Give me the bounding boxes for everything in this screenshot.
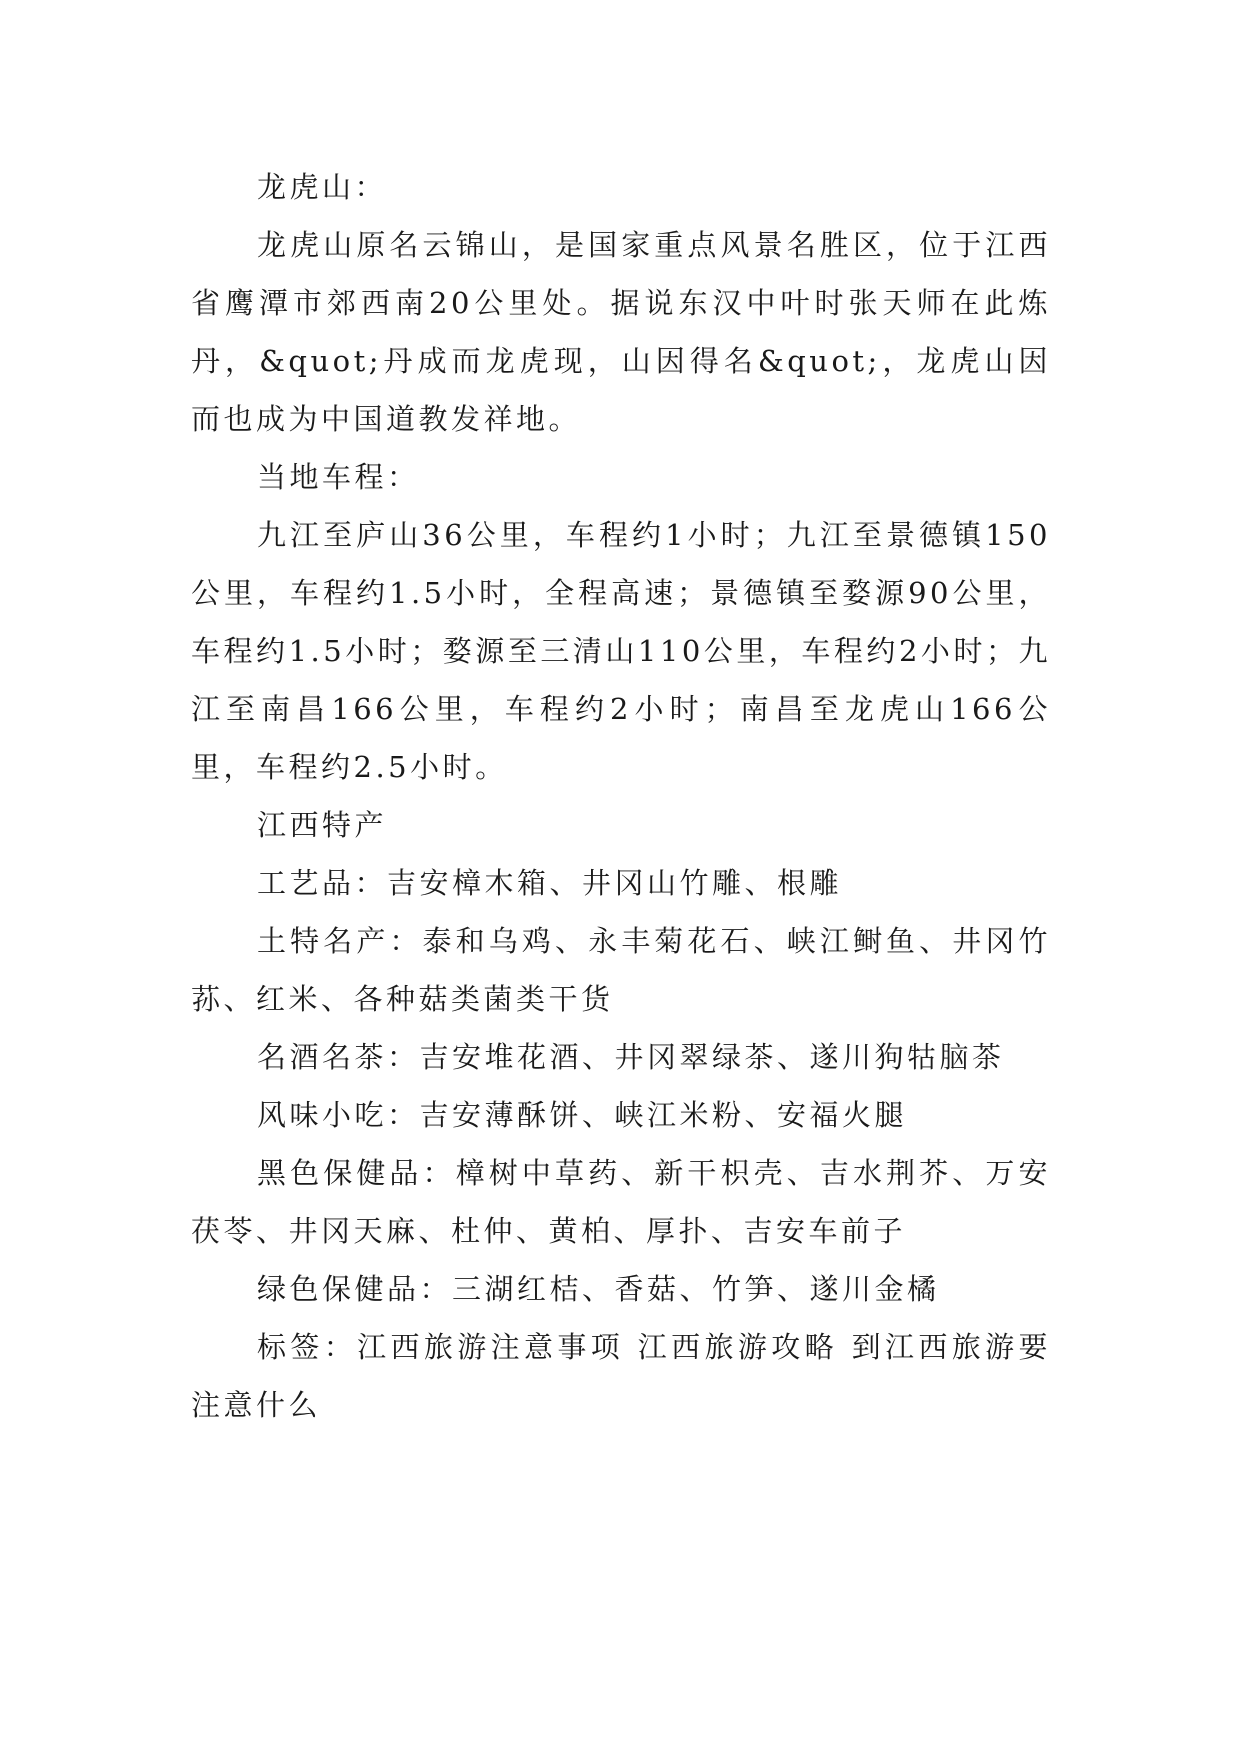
paragraph-longhushan-intro: 龙虎山原名云锦山，是国家重点风景名胜区，位于江西省鹰潭市郊西南20公里处。据说东汉中叶时张天师在此炼丹，&quot;丹成而龙虎现，山因得名&quot;，龙虎山因而也成为中国道教发祥地。 [191, 228, 1051, 436]
paragraph-tags: 标签：江西旅游注意事项 江西旅游攻略 到江西旅游要注意什么 [191, 1330, 1052, 1422]
heading-jiangxi-specialties: 江西特产 [257, 808, 388, 842]
paragraph-wine-tea: 名酒名茶：吉安堆花酒、井冈翠绿茶、遂川狗牯脑茶 [257, 1040, 1005, 1074]
paragraph-snacks: 风味小吃：吉安薄酥饼、峡江米粉、安福火腿 [257, 1098, 908, 1132]
paragraph-travel-times: 九江至庐山36公里，车程约1小时；九江至景德镇150公里，车程约1.5小时，全程高速；景德镇至婺源90公里，车程约1.5小时；婺源至三清山110公里，车程约2小时；九江至南昌166公里，车程约2小时；南昌至龙虎山166公里，车程约2.5小时。 [191, 518, 1051, 784]
paragraph-black-health-products: 黑色保健品：樟树中草药、新干枳壳、吉水荆芥、万安茯苓、井冈天麻、杜仲、黄柏、厚扑、吉安车前子 [191, 1156, 1051, 1248]
paragraph-crafts: 工艺品：吉安樟木箱、井冈山竹雕、根雕 [257, 866, 843, 900]
heading-longhushan: 龙虎山： [257, 170, 388, 204]
heading-local-travel: 当地车程： [257, 460, 420, 494]
paragraph-green-health-products: 绿色保健品：三湖红桔、香菇、竹笋、遂川金橘 [257, 1272, 940, 1306]
document-body [191, 158, 1051, 1434]
paragraph-local-products: 土特名产：泰和乌鸡、永丰菊花石、峡江鲥鱼、井冈竹荪、红米、各种菇类菌类干货 [191, 924, 1051, 1016]
